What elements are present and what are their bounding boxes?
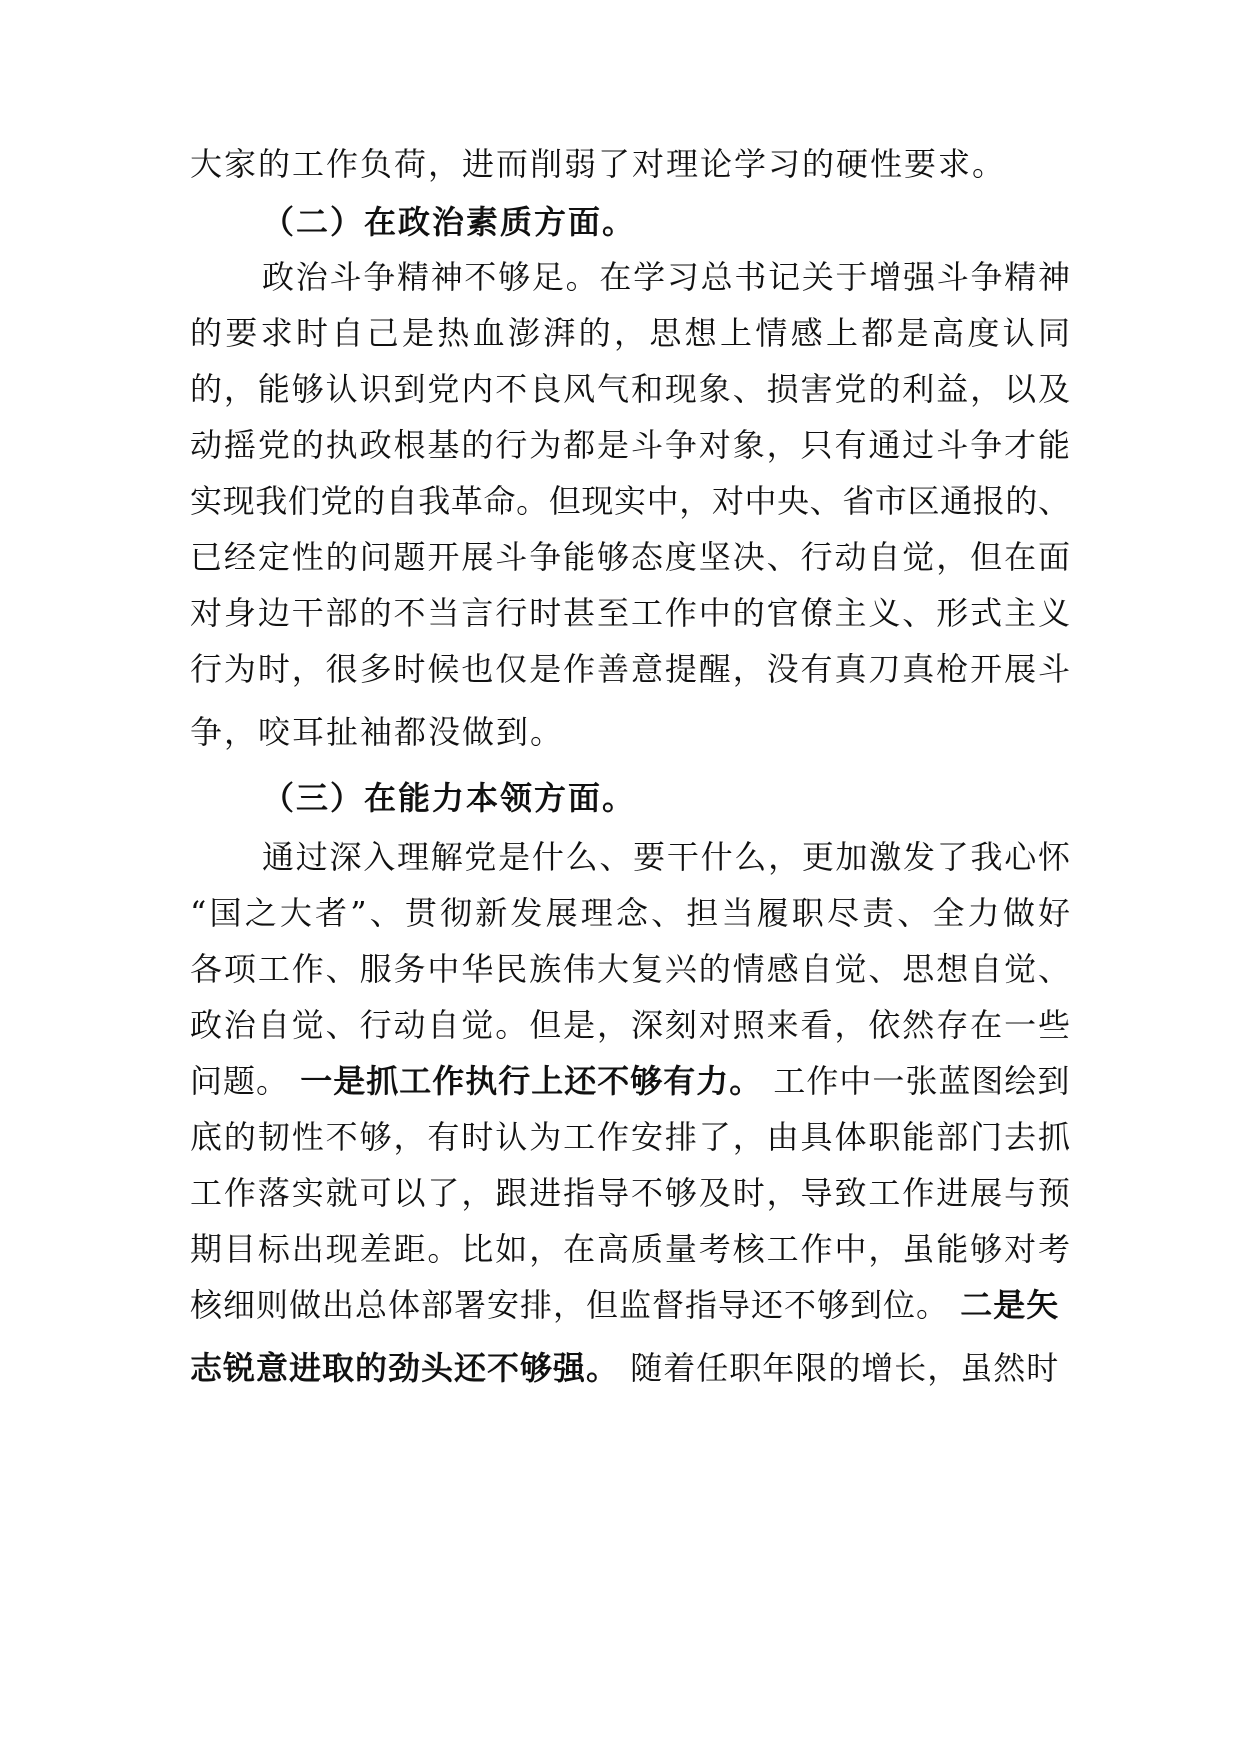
- text-run: 核细则做出总体部署安排，但监督指导还不够到位。: [190, 1286, 950, 1324]
- paragraph-line: 的要求时自己是热血澎湃的，思想上情感上都是高度认同: [190, 314, 1070, 352]
- section-heading-political-quality: （二）在政治素质方面。: [262, 203, 637, 241]
- paragraph-line: 争，咬耳扯袖都没做到。: [190, 713, 565, 751]
- bold-point-two: 二是矢: [960, 1286, 1060, 1324]
- section-heading-ability: （三）在能力本领方面。: [262, 779, 637, 817]
- paragraph-line: 对身边干部的不当言行时甚至工作中的官僚主义、形式主义: [190, 594, 1070, 632]
- paragraph-line: 动摇党的执政根基的行为都是斗争对象，只有通过斗争才能: [190, 426, 1070, 464]
- paragraph-line: 政治斗争精神不够足。在学习总书记关于增强斗争精神: [262, 258, 1070, 296]
- paragraph-line: 期目标出现差距。比如，在高质量考核工作中，虽能够对考: [190, 1230, 1070, 1268]
- bold-point-two-cont: 志锐意进取的劲头还不够强。: [190, 1349, 620, 1387]
- paragraph-line-mixed: [190, 1283, 1070, 1327]
- paragraph-line: 政治自觉、行动自觉。但是，深刻对照来看，依然存在一些: [190, 1006, 1070, 1044]
- text-run: 随着任职年限的增长，虽然时: [630, 1349, 1060, 1387]
- paragraph-line-mixed: [190, 1346, 1070, 1390]
- paragraph-line: 行为时，很多时候也仅是作善意提醒，没有真刀真枪开展斗: [190, 650, 1070, 688]
- bold-point-one: 一是抓工作执行上还不够有力。: [300, 1062, 763, 1100]
- paragraph-line: 大家的工作负荷，进而削弱了对理论学习的硬性要求。: [190, 145, 1007, 183]
- paragraph-line: “国之大者”、贯彻新发展理念、担当履职尽责、全力做好: [190, 894, 1070, 932]
- paragraph-line: 各项工作、服务中华民族伟大复兴的情感自觉、思想自觉、: [190, 950, 1070, 988]
- paragraph-line: 已经定性的问题开展斗争能够态度坚决、行动自觉，但在面: [190, 538, 1070, 576]
- paragraph-line: 的，能够认识到党内不良风气和现象、损害党的利益，以及: [190, 370, 1070, 408]
- paragraph-line: 通过深入理解党是什么、要干什么，更加激发了我心怀: [262, 838, 1070, 876]
- text-run: 问题。: [190, 1062, 290, 1100]
- paragraph-line: 底的韧性不够，有时认为工作安排了，由具体职能部门去抓: [190, 1118, 1070, 1156]
- paragraph-line: 实现我们党的自我革命。但现实中，对中央、省市区通报的、: [190, 482, 1070, 520]
- text-run: 工作中一张蓝图绘到: [773, 1062, 1071, 1100]
- paragraph-line-mixed: [190, 1059, 1070, 1103]
- paragraph-line: 工作落实就可以了，跟进指导不够及时，导致工作进展与预: [190, 1174, 1070, 1212]
